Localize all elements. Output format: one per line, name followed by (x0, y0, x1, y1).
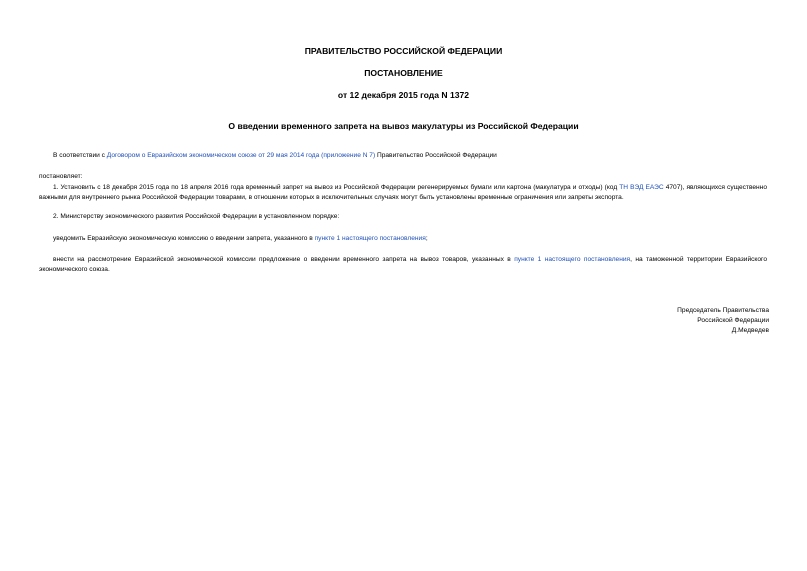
submit-paragraph (39, 255, 767, 275)
item-1-text-after: 4707), являющихся существенно важными для внутреннего рынка Российской Федерации товарами, в отношении которых в исключительных случаях могут быть установлены временные ограничения или запреты экспорта. (39, 184, 767, 201)
item-2-paragraph: 2. Министерству экономического развития Российской Федерации в установленном порядке: (53, 213, 340, 220)
intro-text-after: Правительство Российской Федерации (375, 152, 497, 159)
item-1-reference-link[interactable]: пункте 1 настоящего постановления (314, 235, 426, 242)
date-number-heading: от 12 декабря 2015 года N 1372 (337, 90, 470, 100)
intro-text-before: В соответствии с (53, 152, 107, 159)
intro-paragraph (39, 151, 767, 161)
item-1-paragraph (39, 183, 767, 203)
submit-text-before: внести на рассмотрение Евразийской экономической комиссии предложение о введении временного запрета на вывоз товаров, указанных в (53, 256, 515, 263)
document-type-heading: ПОСТАНОВЛЕНИЕ (364, 68, 443, 78)
notify-text-before: уведомить Евразийскую экономическую комиссию о введении запрета, указанного в (53, 235, 315, 242)
signature-block (677, 306, 769, 336)
decree-word: постановляет: (39, 173, 83, 180)
item-1-reference-link-2[interactable]: пункте 1 настоящего постановления (514, 256, 631, 263)
notify-text-after: ; (425, 235, 428, 242)
customs-code-link[interactable]: ТН ВЭД ЕАЭС (619, 184, 664, 191)
treaty-link[interactable]: Договором о Евразийском экономическом союзе от 29 мая 2014 года (приложение N 7) (106, 152, 376, 159)
document-subject-heading: О введении временного запрета на вывоз макулатуры из Российской Федерации (228, 121, 579, 131)
item-1-text-before: 1. Установить с 18 декабря 2015 года по 18 апреля 2016 года временный запрет на вывоз из Российской Федерации регенерируемых бумаги или картона (макулатура и отходы) (код (53, 184, 620, 191)
issuer-heading: ПРАВИТЕЛЬСТВО РОССИЙСКОЙ ФЕДЕРАЦИИ (304, 46, 503, 56)
submit-text-after: , на таможенной территории Евразийского экономического союза. (39, 256, 767, 273)
signatory-title-line-1: Председатель Правительства (677, 307, 769, 314)
signatory-title-line-2: Российской Федерации (697, 317, 769, 324)
signatory-name: Д.Медведев (731, 327, 769, 334)
notify-paragraph (39, 234, 767, 244)
